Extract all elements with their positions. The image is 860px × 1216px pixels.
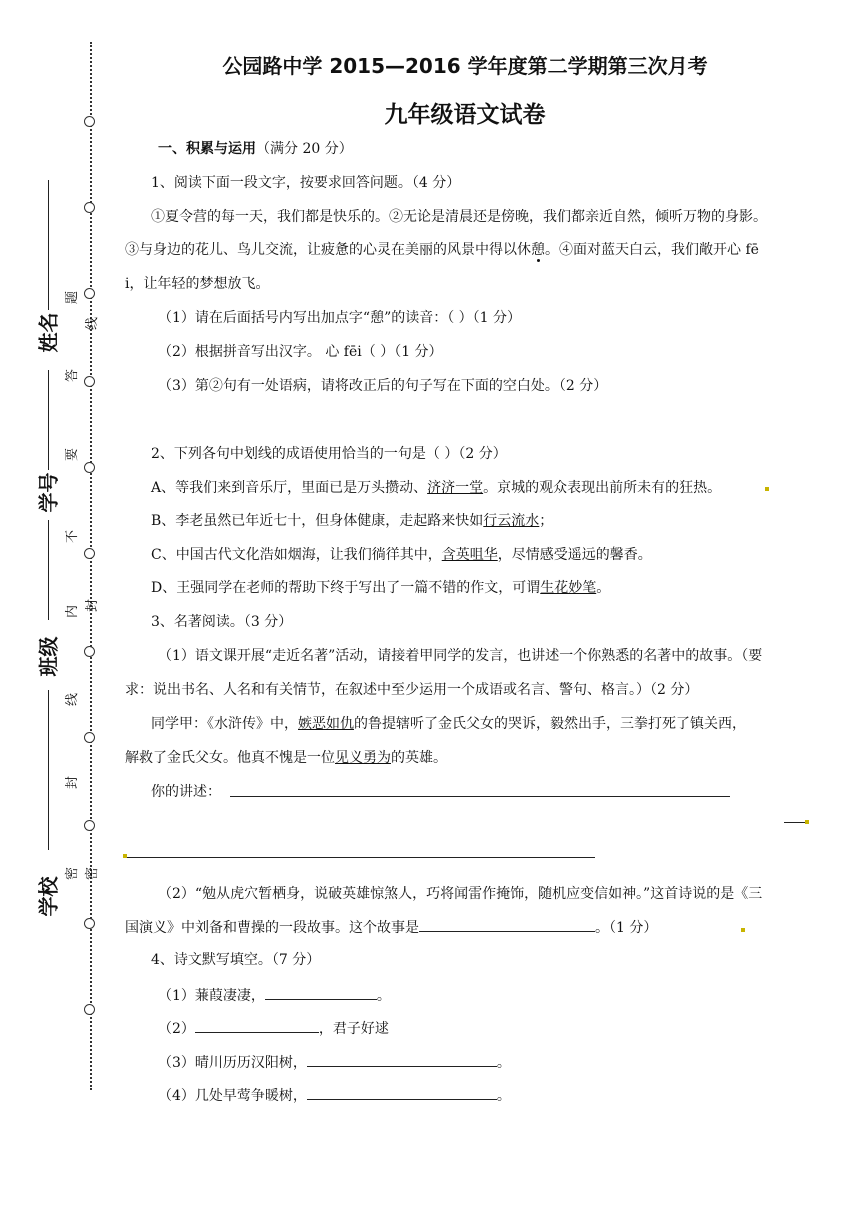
binding-ring bbox=[84, 462, 95, 473]
q3-subquestion: 国演义》中刘备和曹操的一段故事。这个故事是 。（1 分） bbox=[125, 917, 811, 938]
answer-blank[interactable] bbox=[419, 917, 595, 932]
class-fill-line[interactable] bbox=[48, 520, 49, 620]
name-label: 姓名 bbox=[36, 312, 61, 353]
student-id-label: 学号 bbox=[36, 472, 61, 513]
q2-option-d: D、王强同学在老师的帮助下终于写出了一篇不错的作文，可谓生花妙笔。 bbox=[151, 580, 611, 596]
student-id-fill-line[interactable] bbox=[48, 370, 49, 470]
binding-seal-char: 密 bbox=[85, 866, 101, 881]
binding-ring bbox=[84, 1004, 95, 1015]
binding-warning-char: 题 bbox=[65, 290, 81, 305]
scan-mark bbox=[805, 820, 809, 824]
q2-option-a: A、等我们来到音乐厅，里面已是万头攒动、济济一堂。京城的观众表现出前所未有的狂热。 bbox=[151, 480, 722, 496]
binding-warning-char: 答 bbox=[65, 368, 81, 383]
q1-passage-line: ③与身边的花儿、鸟儿交流，让疲惫的心灵在美丽的风景中得以休憩。④面对蓝天白云，我们敞开心 fē bbox=[125, 242, 759, 258]
binding-ring bbox=[84, 820, 95, 831]
section-score: （满分 20 分） bbox=[256, 141, 353, 157]
answer-prompt: 你的讲述： bbox=[151, 784, 221, 800]
exam-title: 公园路中学 2015—2016 学年度第二学期第三次月考 bbox=[222, 54, 708, 78]
answer-blank[interactable] bbox=[265, 985, 377, 1000]
q3-subquestion: 求：说出书名、人名和有关情节，在叙述中至少运用一个成语或名言、警句、格言。）（2 分） bbox=[125, 682, 699, 698]
q4-line: （1）蒹葭凄凄， 。 bbox=[158, 985, 844, 1006]
underlined-idiom: 行云流水 bbox=[483, 513, 540, 529]
emphasis-char: 憩 bbox=[531, 242, 545, 258]
q1-passage-line: i，让年轻的梦想放飞。 bbox=[125, 276, 270, 292]
q2-stem: 2、下列各句中划线的成语使用恰当的一句是（ ）（2 分） bbox=[151, 446, 507, 462]
underlined-idiom: 见义勇为 bbox=[335, 750, 391, 766]
binding-dotted-line bbox=[90, 42, 92, 1090]
q1-subquestion: （2）根据拼音写出汉字。 心 fēi（ ）（1 分） bbox=[158, 344, 443, 360]
q1-subquestion: （3）第②句有一处语病，请将改正后的句子写在下面的空白处。（2 分） bbox=[158, 378, 608, 394]
section-title: 一、积累与运用 bbox=[158, 141, 256, 157]
name-fill-line[interactable] bbox=[48, 180, 49, 310]
answer-line[interactable] bbox=[127, 857, 595, 858]
binding-ring bbox=[84, 918, 95, 929]
q4-stem: 4、诗文默写填空。（7 分） bbox=[151, 952, 321, 968]
school-label: 学校 bbox=[36, 876, 61, 917]
q3-example: 解救了金氏父女。他真不愧是一位见义勇为的英雄。 bbox=[125, 750, 447, 766]
exam-subtitle: 九年级语文试卷 bbox=[384, 102, 546, 128]
binding-ring bbox=[84, 202, 95, 213]
q2-option-b: B、李老虽然已年近七十，但身体健康，走起路来快如行云流水； bbox=[151, 513, 554, 529]
q2-option-c: C、中国古代文化浩如烟海，让我们徜徉其中，含英咀华，尽情感受遥远的馨香。 bbox=[151, 547, 652, 563]
q3-stem: 3、名著阅读。（3 分） bbox=[151, 614, 293, 630]
school-fill-line[interactable] bbox=[48, 690, 49, 850]
class-label: 班级 bbox=[36, 636, 61, 677]
q3-subquestion: （1）语文课开展“走近名著”活动，请接着甲同学的发言，也讲述一个你熟悉的名著中的故事。（要 bbox=[158, 648, 763, 664]
binding-warning-char: 内 bbox=[65, 604, 81, 619]
answer-blank[interactable] bbox=[195, 1018, 319, 1033]
q1-passage-line: ①夏令营的每一天，我们都是快乐的。②无论是清晨还是傍晚，我们都亲近自然，倾听万物的身影。 bbox=[151, 209, 767, 225]
binding-ring bbox=[84, 376, 95, 387]
binding-warning-char: 要 bbox=[65, 447, 81, 462]
binding-seal-char: 线 bbox=[85, 316, 101, 331]
q1-subquestion: （1）请在后面括号内写出加点字“憩”的读音：（ ）（1 分） bbox=[158, 310, 522, 326]
section-heading bbox=[158, 139, 844, 159]
binding-warning-char: 不 bbox=[65, 529, 81, 544]
binding-seal-char: 线 bbox=[65, 692, 81, 707]
binding-seal-char: 封 bbox=[85, 598, 101, 613]
answer-blank[interactable] bbox=[307, 1052, 497, 1067]
underlined-idiom: 济济一堂 bbox=[427, 480, 484, 496]
underlined-idiom: 生花妙笔 bbox=[540, 580, 597, 596]
binding-seal-char: 密 bbox=[65, 866, 81, 881]
binding-ring bbox=[84, 646, 95, 657]
q4-line: （4）几处早莺争暖树， 。 bbox=[158, 1085, 844, 1106]
answer-line[interactable] bbox=[230, 796, 730, 797]
answer-blank[interactable] bbox=[307, 1085, 497, 1100]
binding-ring bbox=[84, 288, 95, 299]
binding-ring bbox=[84, 548, 95, 559]
q1-stem: 1、阅读下面一段文字，按要求回答问题。（4 分） bbox=[151, 175, 461, 191]
scan-mark bbox=[741, 928, 745, 932]
q3-example: 同学甲：《水浒传》中，嫉恶如仇的鲁提辖听了金氏父女的哭诉，毅然出手，三拳打死了镇关西， bbox=[151, 716, 746, 732]
binding-seal-char: 封 bbox=[65, 775, 81, 790]
scan-mark bbox=[765, 487, 769, 491]
q3-subquestion: （2）“勉从虎穴暂栖身，说破英雄惊煞人，巧将闻雷作掩饰，随机应变信如神。”这首诗说的是《三 bbox=[158, 886, 763, 902]
binding-ring bbox=[84, 732, 95, 743]
q4-line: （2） ，君子好逑 bbox=[158, 1018, 844, 1039]
underlined-idiom: 嫉恶如仇 bbox=[298, 716, 354, 732]
underlined-idiom: 含英咀华 bbox=[441, 547, 498, 563]
answer-line[interactable] bbox=[784, 822, 806, 823]
q4-line: （3）晴川历历汉阳树， 。 bbox=[158, 1052, 844, 1073]
